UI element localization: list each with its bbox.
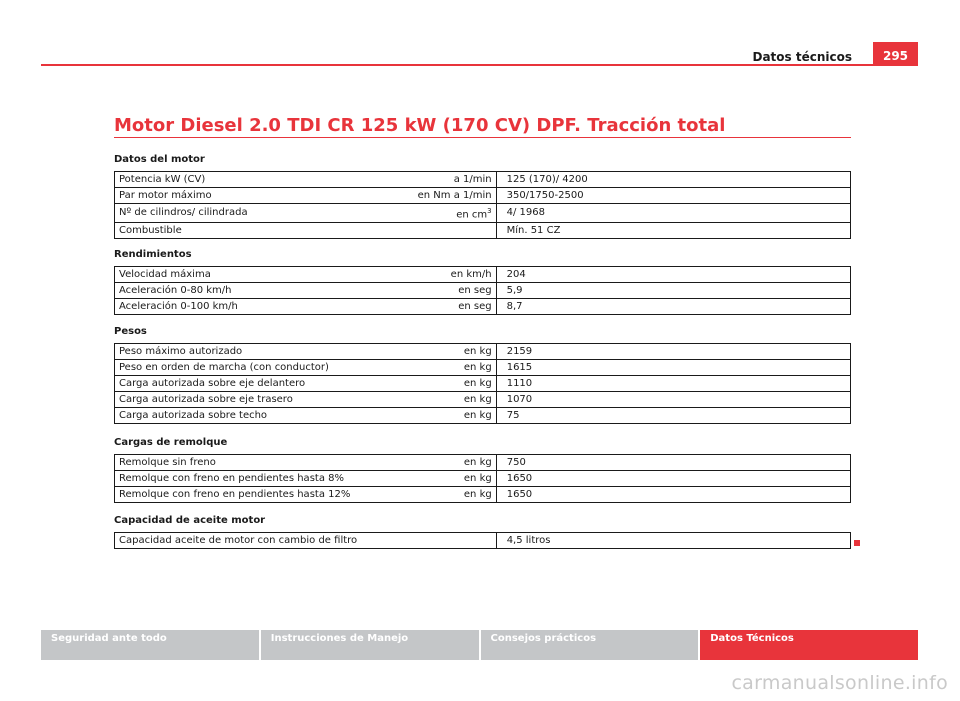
table-row [115,471,851,487]
row-label: Peso máximo autorizado [115,344,414,360]
spec-table [114,343,851,424]
footer-tab-datos-tecnicos[interactable]: Datos Técnicos [700,630,918,660]
header-rule [41,64,918,66]
row-label: Aceleración 0-80 km/h [115,283,414,299]
section-oil-capacity [114,514,851,549]
title-rule [114,137,851,138]
row-value: 1650 [496,487,850,503]
row-label: Combustible [115,223,414,239]
row-label: Remolque con freno en pendientes hasta 12% [115,487,414,503]
unit-text: en cm [456,209,488,221]
section-trailer-loads [114,436,851,503]
row-label: Carga autorizada sobre eje trasero [115,392,414,408]
row-label: Capacidad aceite de motor con cambio de filtro [115,533,414,549]
row-value: 125 (170)/ 4200 [496,172,850,188]
row-label: Aceleración 0-100 km/h [115,299,414,315]
row-unit: en kg [413,487,496,503]
table-row [115,172,851,188]
section-performance [114,248,851,315]
row-unit: en kg [413,455,496,471]
row-unit: en seg [413,299,496,315]
spec-table [114,266,851,315]
section-heading: Capacidad de aceite motor [114,515,266,526]
unit-superscript: 3 [487,207,492,215]
row-value: 1650 [496,471,850,487]
row-unit: en kg [413,360,496,376]
section-heading: Rendimientos [114,249,192,260]
row-label: Remolque con freno en pendientes hasta 8% [115,471,414,487]
table-row [115,299,851,315]
row-value: 1615 [496,360,850,376]
row-value: 750 [496,455,850,471]
row-unit: en kg [413,471,496,487]
section-heading: Cargas de remolque [114,437,228,448]
row-unit: en kg [413,344,496,360]
row-label: Par motor máximo [115,188,414,204]
footer-tab-consejos[interactable]: Consejos prácticos [481,630,699,660]
section-heading: Pesos [114,326,147,337]
row-unit: en kg [413,408,496,424]
table-row [115,223,851,239]
table-row [115,204,851,223]
row-value: 350/1750-2500 [496,188,850,204]
row-label: Nº de cilindros/ cilindrada [115,204,414,223]
section-end-square [854,540,860,546]
footer-nav [41,630,918,660]
section-weights [114,325,851,424]
table-row [115,533,851,549]
watermark: carmanualsonline.info [731,672,948,694]
table-row [115,392,851,408]
row-value: 75 [496,408,850,424]
section-heading: Datos del motor [114,154,205,165]
table-row [115,267,851,283]
row-label: Peso en orden de marcha (con conductor) [115,360,414,376]
row-label: Carga autorizada sobre eje delantero [115,376,414,392]
row-unit [413,223,496,239]
page-number: 295 [873,42,918,66]
row-value: 204 [496,267,850,283]
row-value: 2159 [496,344,850,360]
row-unit [413,533,496,549]
spec-table [114,532,851,549]
spec-table [114,454,851,503]
row-unit: en km/h [413,267,496,283]
row-unit: a 1/min [413,172,496,188]
row-value: 1070 [496,392,850,408]
row-label: Remolque sin freno [115,455,414,471]
row-label: Potencia kW (CV) [115,172,414,188]
row-value: Mín. 51 CZ [496,223,850,239]
row-label: Carga autorizada sobre techo [115,408,414,424]
table-row [115,344,851,360]
row-value: 5,9 [496,283,850,299]
row-unit: en kg [413,376,496,392]
spec-table [114,171,851,239]
row-label: Velocidad máxima [115,267,414,283]
table-row [115,188,851,204]
table-row [115,455,851,471]
footer-tab-instrucciones[interactable]: Instrucciones de Manejo [261,630,479,660]
row-value: 1110 [496,376,850,392]
row-unit: en kg [413,392,496,408]
row-unit: en Nm a 1/min [413,188,496,204]
table-row [115,487,851,503]
footer-tab-seguridad[interactable]: Seguridad ante todo [41,630,259,660]
row-value: 4,5 litros [496,533,850,549]
row-value: 8,7 [496,299,850,315]
table-row [115,408,851,424]
page-title: Motor Diesel 2.0 TDI CR 125 kW (170 CV) DPF. Tracción total [114,115,726,136]
row-value: 4/ 1968 [496,204,850,223]
row-unit [413,204,496,223]
running-header-title: Datos técnicos [752,50,852,64]
table-row [115,283,851,299]
table-row [115,376,851,392]
row-unit: en seg [413,283,496,299]
table-row [115,360,851,376]
section-engine-data [114,153,851,239]
